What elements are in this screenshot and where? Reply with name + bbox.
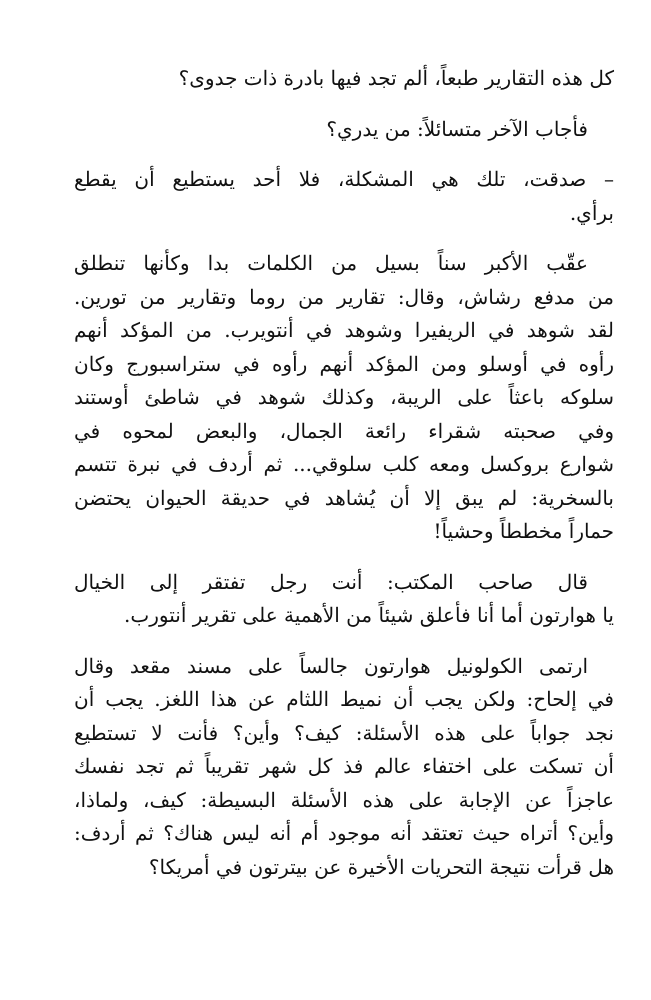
- book-page: [74, 62, 614, 901]
- text-line: عاجزاً عن الإجابة على هذه الأسئلة البسيطة: كيف، ولماذا،: [74, 787, 614, 812]
- text-line: نجد جواباً على هذه الأسئلة: كيف؟ وأين؟ فأنت لا تستطيع: [74, 720, 614, 745]
- text-line: سلوكه باعثاً على الريبة، وكذلك شوهد في شاطئ أوستند: [74, 385, 614, 409]
- text-line: بالسخرية: لم يبق إلا أن يُشاهد في حديقة الحيوان يحتضن: [74, 485, 614, 510]
- paragraph-6: [74, 650, 614, 885]
- text-line: وأين؟ أتراه حيث تعتقد أنه موجود أم أنه ليس هناك؟ ثم أردف:: [74, 821, 614, 845]
- text-line: رأوه في أوسلو ومن المؤكد أنهم رأوه في ستراسبورج وكان: [74, 351, 614, 376]
- text-line: كل هذه التقارير طبعاً، ألم تجد فيها بادرة ذات جدوى؟: [178, 66, 614, 90]
- paragraph-2: [74, 113, 614, 147]
- paragraph-1: [74, 62, 614, 96]
- text-line: في إلحاح: ولكن يجب أن نميط اللثام عن هذا اللغز. يجب أن: [74, 687, 614, 711]
- text-line: لقد شوهد في الريفيرا وشوهد في أنتويرب. من المؤكد أنهم: [74, 318, 614, 342]
- paragraph-3: [74, 163, 614, 230]
- text-line: – صدقت، تلك هي المشكلة، فلا أحد يستطيع أن يقطع: [74, 167, 614, 191]
- text-line: من مدفع رشاش، وقال: تقارير من روما وتقارير من تورين.: [74, 284, 614, 309]
- text-line: قال صاحب المكتب: أنت رجل تفتقر إلى الخيال: [74, 569, 588, 594]
- text-line: فأجاب الآخر متسائلاً: من يدري؟: [326, 116, 588, 141]
- text-line: أن تسكت على اختفاء عالم فذ كل شهر تقريباً ثم تجد نفسك: [74, 754, 614, 778]
- text-line: وفي صحبته شقراء رائعة الجمال، والبعض لمحوه في: [74, 418, 614, 443]
- text-line: هل قرأت نتيجة التحريات الأخيرة عن بيترتون في أمريكا؟: [148, 854, 614, 879]
- paragraph-5: [74, 566, 614, 633]
- text-line: عقّب الأكبر سناً بسيل من الكلمات بدا وكأنها تنطلق: [74, 251, 588, 275]
- text-line: شوارع بروكسل ومعه كلب سلوقي... ثم أردف في نبرة تتسم: [74, 452, 614, 476]
- paragraph-4: [74, 247, 614, 549]
- text-line: ارتمى الكولونيل هوارتون جالساً على مسند مقعد وقال: [74, 653, 588, 678]
- text-line: يا هوارتون أما أنا فأعلق شيئاً من الأهمية على تقرير أنتورب.: [124, 603, 614, 627]
- text-line: حماراً مخططاً وحشياً!: [433, 519, 614, 543]
- text-line: برأي.: [569, 200, 614, 225]
